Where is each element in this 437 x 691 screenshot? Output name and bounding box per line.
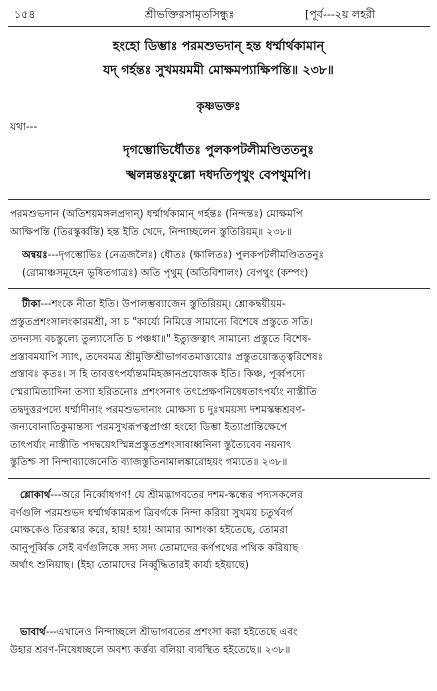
tika-line: জন্যবোনাতিকুমান্তস্য পরমসুখরূপত্বপ্রাপ্তা হংহো ডিম্ভা ইত্যাপ্রান্তিক্ষেপে: [10, 422, 288, 434]
gloss-line: আক্ষিপন্তি (তিরস্কুর্ব্বন্তি) হন্ত ইতি খেদে, নিন্দাচ্ছলেন স্তুতিরিয়ম্॥ ২৩৮॥: [10, 226, 293, 238]
tika-paragraph: [10, 296, 428, 472]
verse-line-1: হংহো ডিম্ভাঃ পরমশুভদান্ হন্ত ধর্ম্মার্থকামান্: [112, 38, 325, 53]
anvaya-paragraph: [22, 247, 428, 282]
tika-line: তাৎপর্য্যং নাস্তীতি পদদ্বয়েঽস্মিন্নপ্রস্তুতপ্রশংসাবাধ্বনিনা স্তুত্যৈবেব নয়নাৎ: [10, 439, 292, 451]
bhavartha-paragraph: [10, 624, 428, 659]
tika-line: প্রস্তাবঃ কৃতঃ। স হি তাবত্তৎপর্য্যন্তমমিহজ্ঞানপ্রযোজক ইতি। কিঞ্চ, পূর্ব্বপদ্যে: [10, 369, 305, 381]
tika-line: প্রস্তুতপ্রশংসালংকারমশ্রী, সা চ "কার্য্যে নিমিত্তে সামান্যে বিশেষে প্রস্তুতে সতি।: [10, 316, 313, 328]
book-title: শ্রীভক্তিরসামৃতসিন্ধুঃ: [145, 8, 235, 21]
tika-line: প্রস্তাবমযাপি স্যাৎ, তদেবমত্র শ্রীমুক্তিশ্রীভাগবতমাত্ত্যয়োঃ প্রস্তুতয়োস্তত্ত্বরিশেষঃ: [10, 351, 324, 363]
shlokartha-line: আনুপূর্ব্বিক সেই বর্ণগুলিকে সদ্য সদ্য তোমাদের কর্ণপথের পথিক করিয়াছ: [10, 542, 299, 554]
shlokartha-line: মোক্ষকেও তিরস্কার করে, হায়! হায়! আমার আশংকা হইতেছে, তোমরা: [10, 525, 288, 537]
bhavartha-line: উহার শ্রবণ-নিষেধচ্ছলে অবশ্য কর্ত্তব্য বলিয়া ব্যবস্থিত হইতেছে॥ ২৩৮॥: [10, 644, 291, 656]
example-verse-line-1: দৃগম্ভোভির্ধৌতঃ পুলকপটলীমণ্ডিততনুঃ: [123, 142, 314, 157]
shlokartha-paragraph: [10, 487, 428, 575]
anvaya-text: ---দৃগম্ভোভিঃ (নেত্রজলৈঃ) ধৌতঃ (ক্ষালিতঃ) পুলকপটলীমণ্ডিততনুঃ: [47, 250, 324, 261]
tika-line: স্মেরামিত্যাদিনা তস্যা হরিতনোঃ প্রশংসনাৎ তৎপ্রেক্ষণনিষেধতাৎপর্য্যং নাস্তীতি: [10, 386, 317, 398]
example-verse-line-2: স্খলন্নন্তঃফুল্লো দধদতিপৃথুং বেপথুমপি।: [126, 167, 311, 182]
shlokartha-text: ---অরে নির্ব্বোধগণ! যে শ্রীমদ্ভাগবতের দশম-স্কন্ধের পদ্যসকলের: [50, 490, 303, 501]
bhavartha-text: ---এখানেও নিন্দাচ্ছলে শ্রীভাগবতের প্রশংসা করা হইতেছে এবং: [45, 627, 298, 638]
bhavartha-label: ভাবার্থ: [20, 627, 46, 638]
section-label: [পূর্ব---২য় লহরী: [305, 8, 376, 21]
anvaya-line: [22, 247, 428, 265]
shlokartha-line: অর্থাৎ শুনিয়াছ। (ইহা তোমাদের নির্ব্বুদ্ধিতারই কার্য্য হইয়াছে): [10, 560, 249, 572]
tika-line: স্তুতিশ্চ সা নিন্দাব্যাজেনেতি ব্যাজস্তুতিনামালঙ্কারোহয়ং গম্যতে॥ ২৩৮॥: [10, 457, 288, 469]
anvaya-label: অন্বয়ঃ: [22, 250, 48, 261]
shlokartha-label: শ্লোকার্থ: [20, 490, 51, 501]
tika-text: ---শংকে নীতা ইতি। উপালম্ভব্যাজেন স্তুতিরিয়ম্। শ্লোকদ্বয়ীয়ম-: [40, 299, 286, 310]
shlokartha-line: বর্ণগুলি পরমশুভদ ধর্ম্মার্থকামরূপ ত্রিবর্গকে নিন্দা করিয়া সুখময় চতুর্থবর্গ: [10, 507, 293, 519]
verse-line-2: যদ্ গর্হন্তঃ সুখময়মমী মোক্ষমপ্যাক্ষিপন্তি॥ ২৩৮॥: [103, 62, 334, 77]
tika-line: তদ্বদুত্তরপদ্যে ধর্ম্মাদীনাং পরমশুভদানাং মোক্ষস্য চ দুঃখময়স্য দশমস্কন্ধশ্রবণ-: [10, 404, 306, 416]
verse-rule: [8, 199, 430, 200]
sub-heading: কৃষ্ণভক্তঃ: [196, 99, 241, 113]
anvaya-rule: [8, 288, 430, 289]
tika-rule: [8, 478, 430, 479]
tika-label: টীকা: [22, 299, 41, 310]
tika-line: [10, 296, 428, 314]
anvaya-line: (রোমাঞ্চসমূহেন ভূষিতগাত্রঃ) অতি পৃথুম্ (অতিবিশালং) বেপথুং (কম্পং): [22, 267, 309, 279]
tika-line: তদন্যস্য বচস্তুল্যে তুল্যাসেতি চ পঞ্চধা॥" ইত্যুক্তত্বাৎ সামান্যে প্রস্তুতে বিশেষ-: [10, 334, 312, 346]
yatha-label: যথা---: [10, 121, 38, 133]
gloss-line: পরমশুভদান (অতিশয়মঙ্গলপ্রদান্) ধর্ম্মার্থকামান্ গর্হন্তঃ (নিন্দন্তঃ) মোক্ষমপি: [10, 209, 303, 220]
header-rule: [8, 26, 430, 27]
shlokartha-line: [10, 487, 428, 505]
gloss-paragraph: [10, 206, 428, 241]
bhavartha-line: [10, 624, 428, 642]
page-number: ১৫৪: [14, 8, 36, 21]
